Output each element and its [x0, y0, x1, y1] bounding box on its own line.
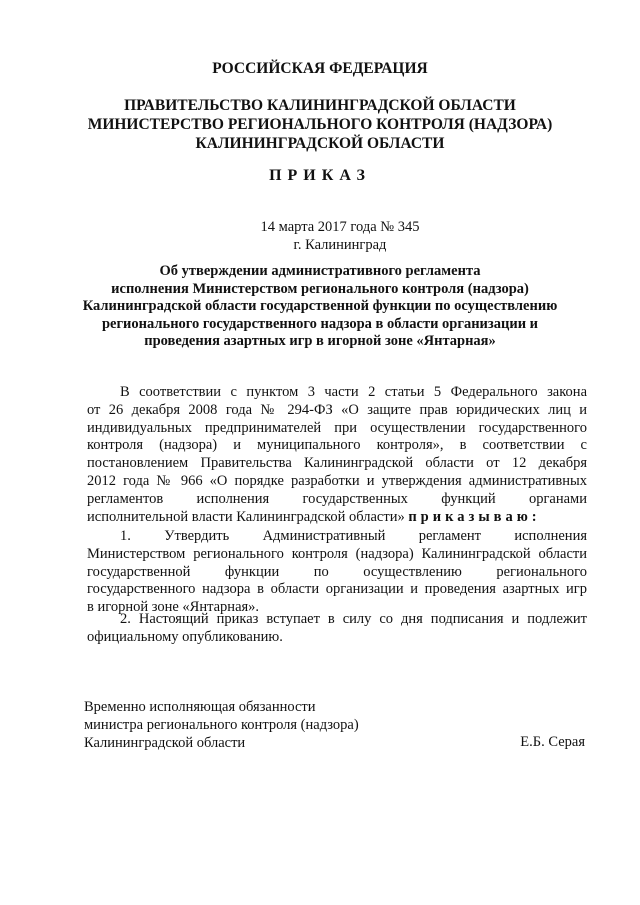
authority-line-3: КАЛИНИНГРАДСКОЙ ОБЛАСТИ: [195, 135, 445, 152]
body-line: государственного надзора в области организации и проведения азартных игр: [87, 581, 587, 598]
body-line: В соответствии с пунктом 3 части 2 статьи 5 Федерального закона: [120, 384, 587, 400]
body-line: [87, 509, 587, 527]
document-subject: [0, 263, 640, 351]
preamble-ending: исполнительной власти Калининградской области»: [87, 508, 405, 525]
subject-line: проведения азартных игр в игорной зоне «Янтарная»: [144, 333, 496, 349]
country-header: [0, 59, 640, 78]
authority-header: [0, 96, 640, 153]
body-line: от 26 декабря 2008 года № 294-ФЗ «О защите прав юридических лиц и: [87, 401, 587, 418]
body-line: постановлением Правительства Калининградской области от 12 декабря: [87, 455, 587, 472]
document-type-title: ПРИКАЗ: [269, 167, 371, 184]
authority-line-2: МИНИСТЕРСТВО РЕГИОНАЛЬНОГО КОНТРОЛЯ (НАДЗОРА): [87, 116, 553, 133]
signature-block: [84, 698, 359, 752]
document-meta: [0, 218, 640, 254]
body-line: Министерством регионального контроля (надзора) Калининградской области: [87, 545, 587, 562]
authority-line-1: ПРАВИТЕЛЬСТВО КАЛИНИНГРАДСКОЙ ОБЛАСТИ: [124, 97, 516, 114]
body-line: государственной функции по осуществлению регионального: [87, 563, 587, 580]
subject-line: исполнения Министерством регионального контроля (надзора): [111, 280, 529, 297]
country-name: РОССИЙСКАЯ ФЕДЕРАЦИЯ: [212, 60, 428, 77]
body-line: регламентов исполнения государственных функций органами: [87, 490, 587, 507]
body-line: контроля (надзора) и муниципального контроля», в соответствии с: [87, 437, 587, 454]
body-line: официальному опубликованию.: [87, 628, 283, 645]
body-line: 2012 года № 966 «О порядке разработки и утверждения административных: [87, 472, 587, 489]
signatory-position-line: Временно исполняющая обязанности: [84, 699, 316, 715]
date-and-number: 14 марта 2017 года № 345: [260, 219, 420, 235]
item-2-paragraph: [87, 611, 587, 647]
body-line: 2. Настоящий приказ вступает в силу со дня подписания и подлежит: [120, 611, 587, 627]
signatory-position-line: министра регионального контроля (надзора): [84, 717, 359, 733]
signatory-position-line: Калининградской области: [84, 735, 246, 751]
subject-line: регионального государственного надзора в области организации и: [101, 315, 539, 332]
item-1-paragraph: [87, 528, 587, 617]
signatory-name: Е.Б. Серая: [520, 734, 585, 750]
order-word: приказываю:: [408, 508, 541, 525]
subject-line: Об утверждении административного регламента: [159, 263, 481, 279]
subject-line: Калининградской области государственной функции по осуществлению: [82, 298, 558, 314]
body-line: 1. Утвердить Административный регламент исполнения: [120, 528, 587, 544]
body-line: в игорной зоне «Янтарная».: [87, 599, 260, 616]
city: г. Калининград: [293, 237, 387, 253]
body-line: индивидуальных предпринимателей при осуществлении государственного: [87, 419, 587, 436]
preamble-paragraph: [87, 384, 587, 526]
